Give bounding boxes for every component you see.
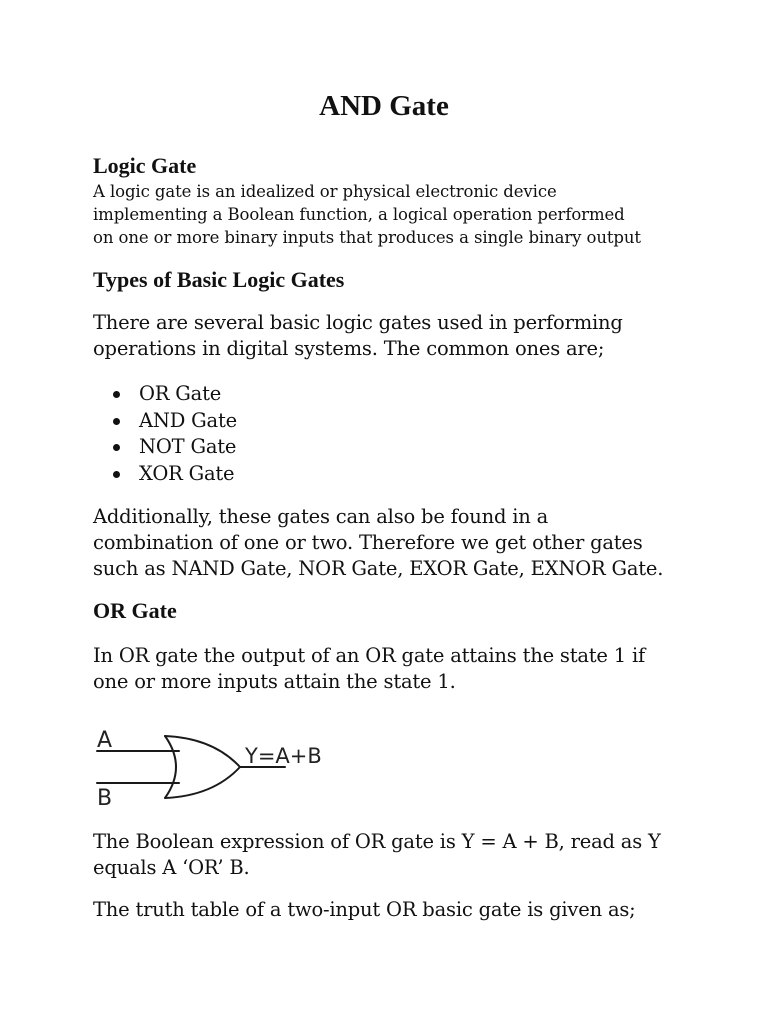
text-line: There are several basic logic gates used in performing [93,311,623,334]
truth-table-intro [93,897,693,923]
types-intro [93,310,693,362]
or-gate-description [93,643,693,695]
input-a-label: A [97,728,113,753]
gate-list [113,381,237,488]
document-title: AND Gate [319,90,449,122]
text-line: one or more inputs attain the state 1. [93,670,456,693]
text-line: such as NAND Gate, NOR Gate, EXOR Gate, EXNOR Gate. [93,557,664,580]
text-line: Additionally, these gates can also be found in a [93,505,549,528]
logic-gate-heading: Logic Gate [93,153,197,178]
list-item [113,434,237,461]
text-line: In OR gate the output of an OR gate attains the state 1 if [93,644,646,667]
list-item [113,408,237,435]
list-item-label: OR Gate [139,382,222,405]
bullet-icon [113,471,120,478]
additional-gates-paragraph [93,504,693,582]
input-b-label: B [97,786,113,811]
bullet-icon [113,418,120,425]
logic-gate-definition [93,180,693,249]
list-item [113,461,237,488]
list-item-label: NOT Gate [139,435,237,459]
list-item-label: AND Gate [139,408,237,432]
list-item-label: XOR Gate [139,462,235,486]
text-line: equals A ‘OR’ B. [93,856,250,879]
text-line: combination of one or two. Therefore we get other gates [93,531,643,554]
types-heading: Types of Basic Logic Gates [93,267,345,292]
boolean-expression-paragraph [93,829,693,881]
or-gate-heading: OR Gate [93,598,177,623]
text-line: The Boolean expression of OR gate is Y = A + B, read as Y [93,830,661,853]
text-line: The truth table of a two-input OR basic gate is given as; [93,898,636,921]
text-line: on one or more binary inputs that produces a single binary output [93,228,641,247]
bullet-icon [113,444,120,451]
text-line: operations in digital systems. The common ones are; [93,337,605,360]
bullet-icon [113,391,120,398]
or-gate-diagram [95,726,340,811]
text-line: A logic gate is an idealized or physical electronic device [93,182,557,201]
text-line: implementing a Boolean function, a logical operation performed [93,205,625,224]
list-item [113,381,237,408]
output-expression-label: Y=A+B [245,744,322,768]
